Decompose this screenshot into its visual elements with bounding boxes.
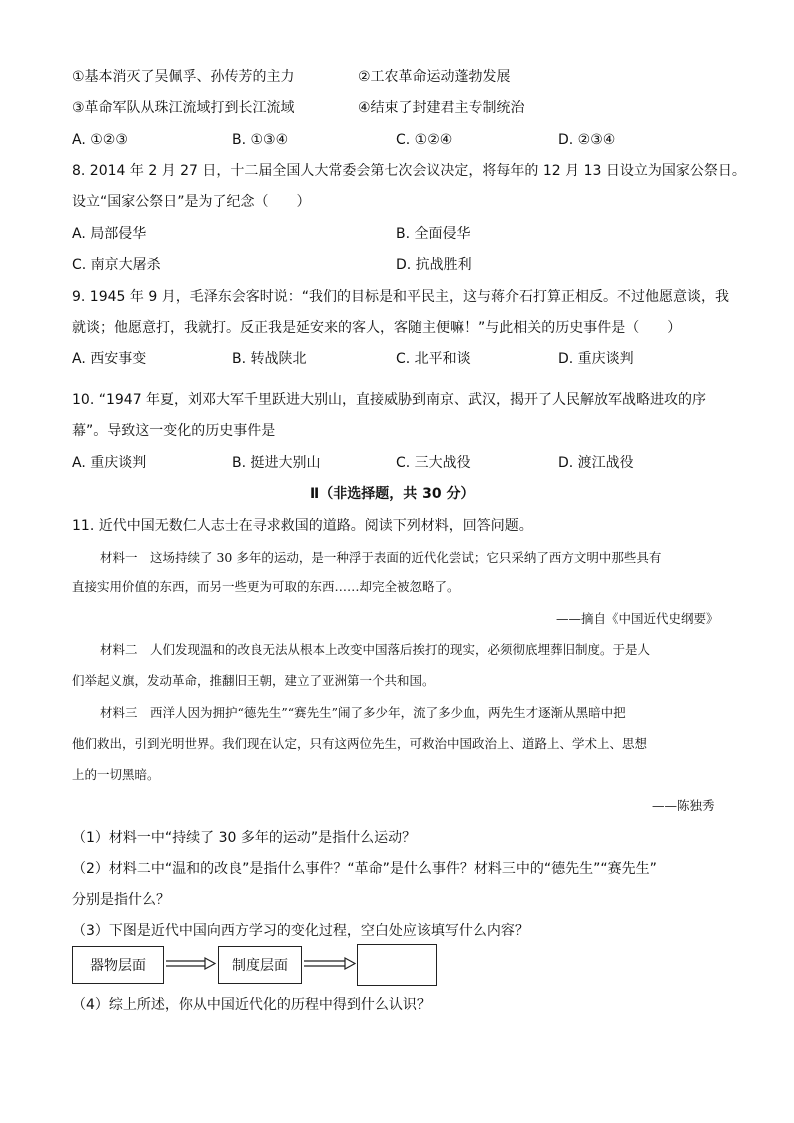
q7-statement-2: ②工农革命运动蓬勃发展 [358,69,511,85]
flow-box-artifacts [72,946,164,984]
q8-stem-line-1: 8. 2014 年 2 月 27 日，十二届全国人大常委会第七次会议决定，将每年的 12 月 13 日设立为国家公祭日。 [72,163,746,179]
q11-material-1-line-2: 直接实用价值的东西，而另一些更为可取的东西……却完全被忽略了。 [72,579,460,594]
q10-option-b[interactable]: B. 挺进大别山 [232,455,321,471]
q10-option-d[interactable]: D. 渡江战役 [558,455,634,471]
q11-material-3-line-3: 上的一切黑暗。 [72,767,160,782]
q7-option-a[interactable]: A. ①②③ [72,132,128,148]
q10-option-c[interactable]: C. 三大战役 [396,455,471,471]
q11-material-1-line-1: 材料一 这场持续了 30 多年的运动，是一种浮于表面的近代化尝试；它只采纳了西方文明中那些具有 [100,550,662,565]
q11-material-3-line-2: 他们救出，引到光明世界。我们现在认定，只有这两位先生，可救治中国政治上、道路上、学术上、思想 [72,736,648,751]
q7-option-d[interactable]: D. ②③④ [558,132,616,148]
q11-material-2-line-1: 材料二 人们发现温和的改良无法从根本上改变中国落后挨打的现实，必须彻底埋葬旧制度。于是人 [100,642,651,657]
q9-option-c[interactable]: C. 北平和谈 [396,351,471,367]
flow-box-artifacts-label: 器物层面 [90,958,146,974]
q11-subquestion-2-line-2: 分别是指什么？ [72,892,170,908]
q10-stem-line-1: 10. “1947 年夏，刘邓大军千里跃进大别山，直接威胁到南京、武汉，揭开了人民解放军战略进攻的序 [72,392,707,408]
flow-box-blank[interactable] [357,944,437,986]
q9-stem-line-2: 就谈；他愿意打，我就打。反正我是延安来的客人，客随主便嘛！”与此相关的历史事件是（ ） [72,320,682,336]
q11-material-3-source: ——陈独秀 [652,798,715,813]
q10-stem-line-2: 幕”。导致这一变化的历史事件是 [72,423,276,439]
flow-arrow-1 [166,957,216,971]
q8-option-a[interactable]: A. 局部侵华 [72,226,147,242]
q11-subquestion-1: （1）材料一中“持续了 30 多年的运动”是指什么运动？ [72,830,417,846]
q9-option-b[interactable]: B. 转战陕北 [232,351,307,367]
q11-intro: 11. 近代中国无数仁人志士在寻求救国的道路。阅读下列材料，回答问题。 [72,518,533,534]
q11-material-1-source: ——摘自《中国近代史纲要》 [556,611,719,626]
q11-subquestion-2-line-1: （2）材料二中“温和的改良”是指什么事件？“革命”是什么事件？材料三中的“德先生”“赛先生” [72,861,657,877]
q9-option-a[interactable]: A. 西安事变 [72,351,147,367]
q11-material-2-line-2: 们举起义旗，发动革命，推翻旧王朝，建立了亚洲第一个共和国。 [72,673,435,688]
q8-option-d[interactable]: D. 抗战胜利 [396,257,472,273]
q8-option-c[interactable]: C. 南京大屠杀 [72,257,161,273]
q8-option-b[interactable]: B. 全面侵华 [396,226,471,242]
flow-box-institutions-label: 制度层面 [232,958,288,974]
q7-option-c[interactable]: C. ①②④ [396,132,453,148]
q10-option-a[interactable]: A. 重庆谈判 [72,455,147,471]
q11-subquestion-3: （3）下图是近代中国向西方学习的变化过程，空白处应该填写什么内容？ [72,923,529,939]
q7-statement-3: ③革命军队从珠江流域打到长江流域 [72,100,295,116]
q11-material-3-line-1: 材料三 西洋人因为拥护“德先生”“赛先生”闹了多少年，流了多少血，两先生才逐渐从黑暗中把 [100,705,626,720]
q7-option-b[interactable]: B. ①③④ [232,132,289,148]
flow-box-institutions [218,946,302,984]
flow-arrow-2 [304,957,356,971]
q9-stem-line-1: 9. 1945 年 9 月，毛泽东会客时说：“我们的目标是和平民主，这与蒋介石打算正相反。不过他愿意谈，我 [72,289,729,305]
q8-stem-line-2: 设立“国家公祭日”是为了纪念（ ） [72,194,311,210]
q7-statement-1: ①基本消灭了吴佩孚、孙传芳的主力 [72,69,295,85]
q11-subquestion-4: （4）综上所述，你从中国近代化的历程中得到什么认识？ [72,997,431,1013]
section-title: Ⅱ（非选择题，共 30 分） [310,486,475,502]
q9-option-d[interactable]: D. 重庆谈判 [558,351,634,367]
q7-statement-4: ④结束了封建君主专制统治 [358,100,525,116]
